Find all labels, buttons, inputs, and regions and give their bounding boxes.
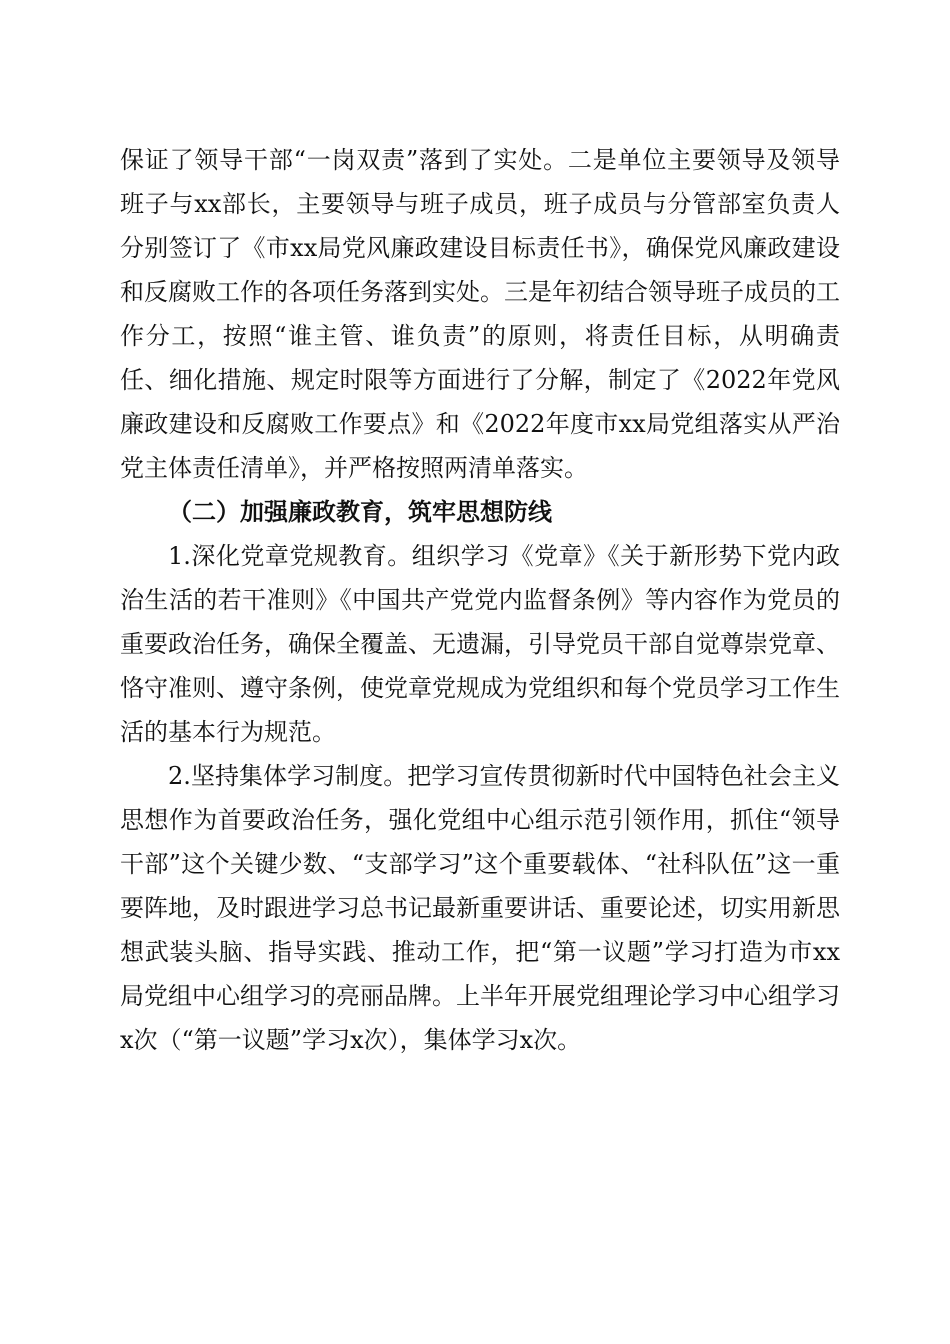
paragraph-party-constitution-education: 1.深化党章党规教育。组织学习《党章》《关于新形势下党内政治生活的若干准则》《中国共产党党内监督条例》等内容作为党员的重要政治任务，确保全覆盖、无遗漏，引导党员干部自觉尊崇党章、恪守准则、遵守条例，使党章党规成为党组织和每个党员学习工作生活的基本行为规范。 xyxy=(120,542,840,746)
paragraph-responsibility-continuation: 保证了领导干部“一岗双责”落到了实处。二是单位主要领导及领导班子与xx部长，主要领导与班子成员，班子成员与分管部室负责人分别签订了《市xx局党风廉政建设目标责任书》，确保党风廉政建设和反腐败工作的各项任务落到实处。三是年初结合领导班子成员的工作分工，按照“谁主管、谁负责”的原则，将责任目标，从明确责任、细化措施、规定时限等方面进行了分解，制定了《2022年党风廉政建设和反腐败工作要点》和《2022年度市xx局党组落实从严治党主体责任清单》，并严格按照两清单落实。 xyxy=(120,146,840,482)
document-body xyxy=(120,138,840,1062)
section-heading-integrity-education: （二）加强廉政教育，筑牢思想防线 xyxy=(168,497,552,526)
paragraph-collective-study-system: 2.坚持集体学习制度。把学习宣传贯彻新时代中国特色社会主义思想作为首要政治任务，强化党组中心组示范引领作用，抓住“领导干部”这个关键少数、“支部学习”这个重要载体、“社科队伍”这一重要阵地，及时跟进学习总书记最新重要讲话、重要论述，切实用新思想武装头脑、指导实践、推动工作，把“第一议题”学习打造为市xx局党组中心组学习的亮丽品牌。上半年开展党组理论学习中心组学习x次（“第一议题”学习x次），集体学习x次。 xyxy=(120,762,840,1054)
